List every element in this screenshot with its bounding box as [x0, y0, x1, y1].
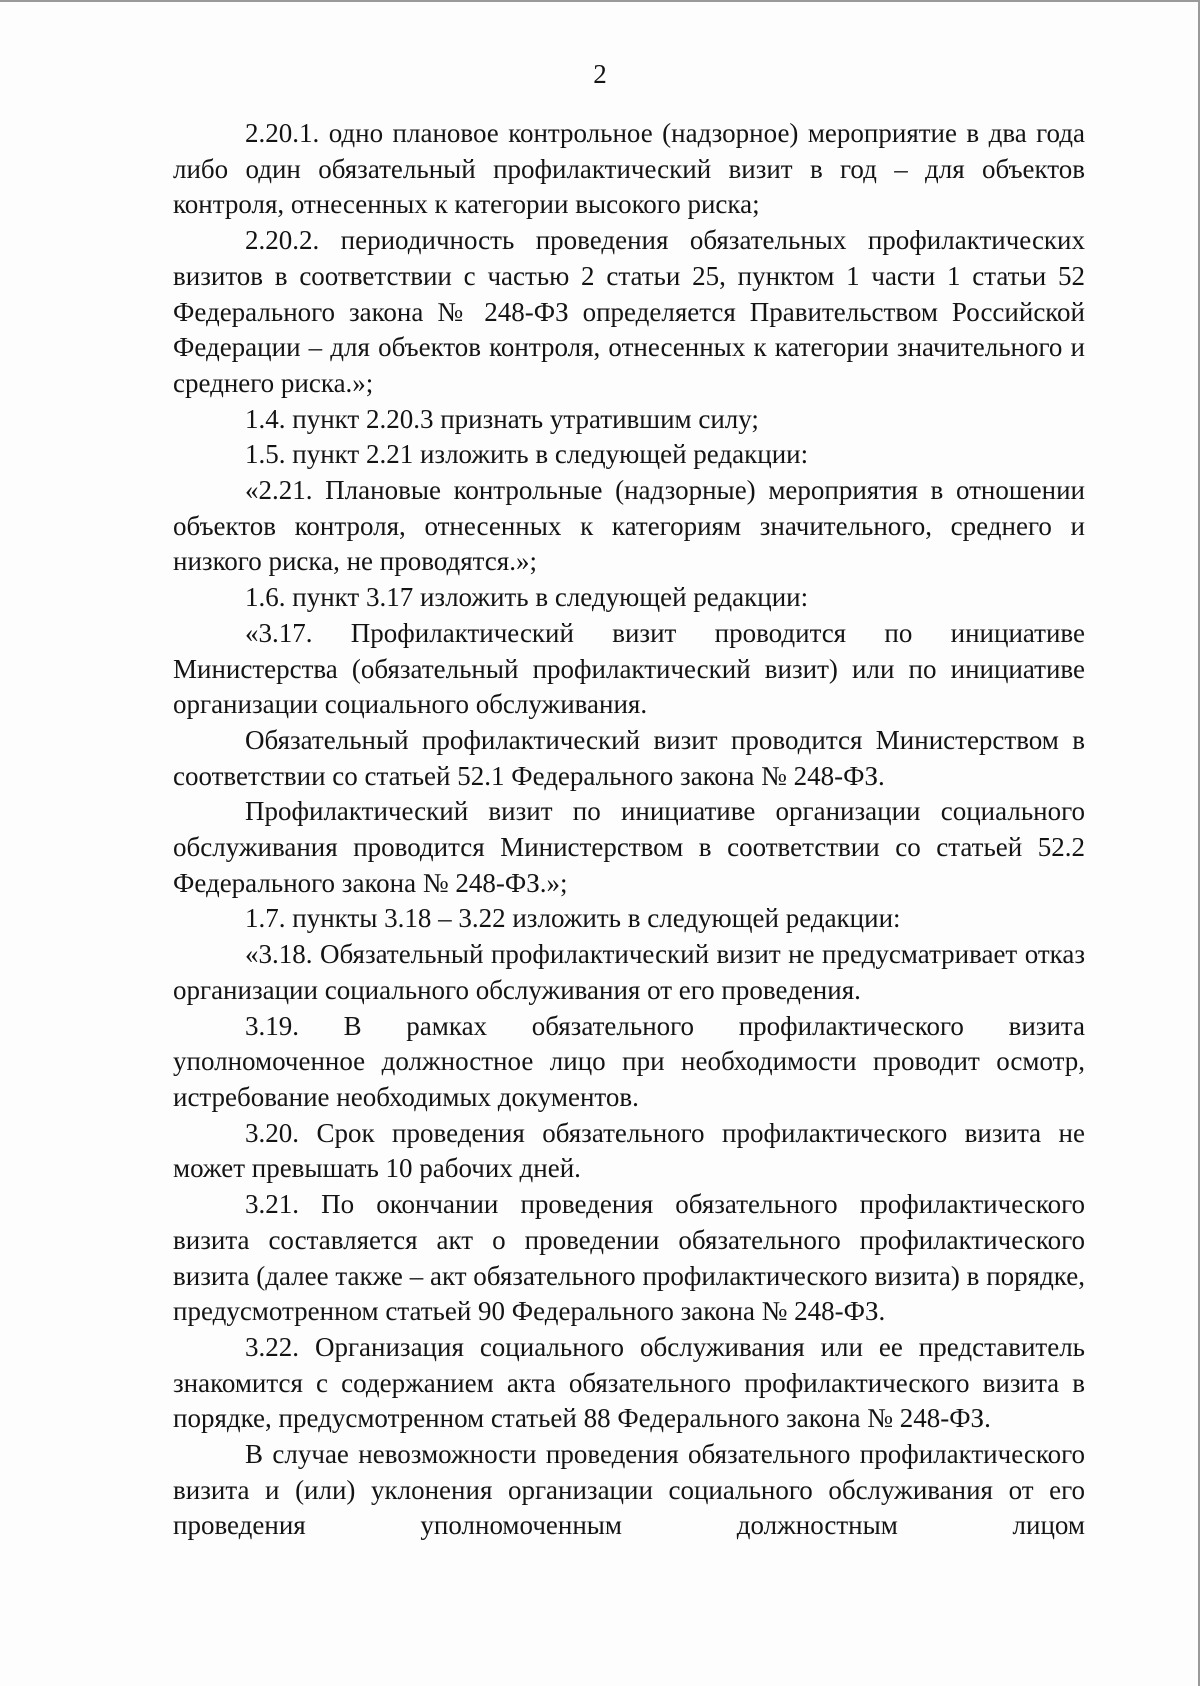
paragraph-1-7: 1.7. пункты 3.18 – 3.22 изложить в следующей редакции: [245, 903, 901, 934]
paragraph-2-20-2: 2.20.2. периодичность проведения обязательных профилактических визитов в соответствии с частью 2 статьи 25, пунктом 1 части 1 статьи 52 Федерального закона № 248-ФЗ определяется Правительством Российской Федерации – для объектов контроля, отнесенных к категории значительного и среднего риска.»; [173, 225, 1085, 398]
paragraph-1-4: 1.4. пункт 2.20.3 признать утратившим силу; [245, 403, 759, 434]
document-body [173, 116, 1085, 1544]
paragraph-2-21: «2.21. Плановые контрольные (надзорные) мероприятия в отношении объектов контроля, отнесенных к категориям значительного, среднего и низкого риска, не проводятся.»; [173, 475, 1085, 577]
paragraph-1-6: 1.6. пункт 3.17 изложить в следующей редакции: [245, 582, 809, 613]
paragraph-3-18: «3.18. Обязательный профилактический визит не предусматривает отказ организации социального обслуживания от его проведения. [173, 939, 1085, 1005]
paragraph-initiative-visit: Профилактический визит по инициативе организации социального обслуживания проводится Министерством в соответствии со статьей 52.2 Федерального закона № 248-ФЗ.»; [173, 796, 1085, 898]
paragraph-3-20: 3.20. Срок проведения обязательного профилактического визита не может превышать 10 рабочих дней. [173, 1117, 1085, 1184]
paragraph-2-20-1: 2.20.1. одно плановое контрольное (надзорное) мероприятие в два года либо один обязательный профилактический визит в год – для объектов контроля, отнесенных к категории высокого риска; [173, 118, 1085, 220]
paragraph-3-19: 3.19. В рамках обязательного профилактического визита уполномоченное должностное лицо при необходимости проводит осмотр, истребование необходимых документов. [173, 1010, 1085, 1112]
paragraph-mandatory-visit: Обязательный профилактический визит проводится Министерством в соответствии со статьей 52.1 Федерального закона № 248-ФЗ. [173, 724, 1085, 791]
paragraph-1-5: 1.5. пункт 2.21 изложить в следующей редакции: [245, 439, 809, 470]
page-number: 2 [593, 59, 607, 89]
paragraph-3-21: 3.21. По окончании проведения обязательного профилактического визита составляется акт о проведении обязательного профилактического визита (далее также – акт обязательного профилактического визита) в порядке, предусмотренном статьей 90 Федерального закона № 248-ФЗ. [173, 1189, 1085, 1327]
paragraph-impossibility-case: В случае невозможности проведения обязательного профилактического визита и (или) уклонения организации социального обслуживания от его проведения уполномоченным должностным лицом [173, 1439, 1085, 1541]
paragraph-3-22: 3.22. Организация социального обслуживания или ее представитель знакомится с содержанием акта обязательного профилактического визита в порядке, предусмотренном статьей 88 Федерального закона № 248-ФЗ. [173, 1331, 1085, 1434]
scan-edge-top [0, 0, 1200, 2]
paragraph-3-17: «3.17. Профилактический визит проводится по инициативе Министерства (обязательный профилактический визит) или по инициативе организации социального обслуживания. [173, 617, 1085, 720]
